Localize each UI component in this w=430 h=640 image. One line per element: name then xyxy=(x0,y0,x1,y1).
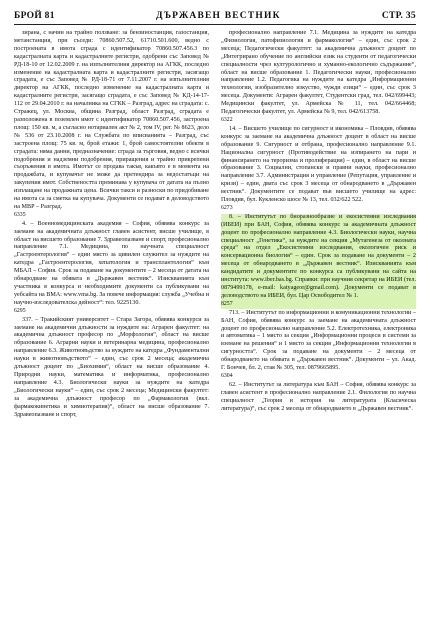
issue-number: БРОЙ 81 xyxy=(14,11,55,21)
notice-number: 6322 xyxy=(221,116,233,123)
gazette-title: ДЪРЖАВЕН ВЕСТНИК xyxy=(155,11,281,21)
right-column xyxy=(221,30,416,414)
notice-security-school: 14. – Висшето училище по сигурност и икономика – Пловдив, обявява конкурс за заемане на академична длъжност доцент в област на висше образование 9. Сигурност и отбрана, професионално направление 9.1. Национална сигурност (Противодействие на изпирането на пари и финансирането на тероризма и пролиферация) – един, в област на висше образование 3. Социални, стопански и правни науки, професионално направление 3.7. Администрация и управление (Репутация, управление и кризи) – един, двата със срок 3 месеца от обнародването в „Държавен вестник“. Документите се подават във висшето училище на адрес: Пловдив, бул. Кукленско шосе № 13, тел. 032/622 522. xyxy=(221,125,416,204)
notice-number: 6295 xyxy=(14,307,26,314)
notice-continuation: професионално направление 7.1. Медицина за нуждите на катедра „Физиология, патофизиология и фармакология“ – един, със срок 2 месеца; Педагогически факултет: за академична длъжност доцент по „Интегрирано обучение по английски език на студенти от педагогически специалности чрез културологично и хуманно-екологично съдържание“, област на висше образование 1. Педагогически науки, професионално направление 1.2. Педагогика на нуждите на катедра „Информационни технологии, изобразително изкуство, чужди езици“ – един, със срок 3 месеца. Документи: Аграрен факултет, Студентски град, тел. 042/699443; Медицински факултет, ул. Армейска № 11, тел. 042/664468; Педагогически факултет, ул. Армейска № 9, тел. 042/613758. xyxy=(221,30,416,116)
page-header xyxy=(14,9,416,23)
notice-number: 6335 xyxy=(14,211,26,218)
header-rule xyxy=(14,24,416,25)
notice-property-sale: зирана, с начин на трайно ползване: за бензиностанция, газостанция, метанстанция, при съседи: 70860.507.52, 61710.501.600, ведно с построената в имота сграда с идентификатор 70860.507.456.3 по кадастралната карта и кадастралните регистри, одобрени със Заповед № РД-18-10 от 12.02.2009 г. на изпълнителния директор на АГКК, последно изменение на кадастралната карта и кадастралните регистри, засягащо сградата, е със Заповед № РД-18-71 от 7.11.2007 г. на изпълнителния директор на АГКК, последно изменение на кадастралната карта и кадастралните регистри, засягащо сградата, е със Заповед № КД-14-17-112 от 29.04.2010 г. на началника на СГКК – Разград, адрес на сградата: с. Стражец, ул. Москва, община Разград, област Разград, сградата е разположена в поземлен имот с идентификатор 70860.507.456, застроена площ: 150 кв. м, а съгласно нотариален акт № 2, том IV, рег. № 8623, дело № 536 от 23.10.2008 г. на Службата по вписванията – Разград, със застроена площ: 75 кв. м, брой етажи: 1, брой самостоятелни обекти в сградата: няма данни, предназначение: сграда за търговия, ведно с всички подобрения и надземни подобрения, приращения и трайно прикрепени съоръжения в имота. Имотът се продава такъв, какъвто е в момента на продажбата, и купувачът не може да претендира за недостатъци на закупения имот. Собствеността преминава у купувача от датата на пълно изплащане на продажната цена. Всички такси и разноски по придобиване на имота са за сметка на купувача. Документи се подават в деловодството на МВР – Разград. xyxy=(14,30,209,210)
notice-number: 6304 xyxy=(221,372,233,379)
notice-number: 8257 xyxy=(221,301,416,309)
notice-trakia-university: 337. – Тракийският университет – Стара Загора, обявява конкурси за заемане на академични длъжности за нуждите на: Аграрен факултет: на академична длъжност професор по „Морфология“, област на висше образование 6. Аграрни науки и ветеринарна медицина, професионално направление 6.3. Животновъдство за нуждите на катедра „Фундаментални науки в животновъдството“ – един, със срок 2 месеца; академична длъжност доцент по „Биохимия“, област на висше образование 4. Природни науки, математика и информатика, професионално направление 4.3. Биологически науки за нуждите на катедра „Биологически науки“ – един, със срок 2 месеца; Медицински факултет: за академична длъжност професор по „Фармакология (вкл. фармакокинетика и химиотерапия)“, област на висше образование 7. Здравеопазване и спорт, xyxy=(14,316,209,418)
notice-number: 6273 xyxy=(221,204,233,211)
notice-iict: 713. – Институтът по информационни и комуникационни технологии – БАН, София, обявява конкурс за заемане на академичната длъжност доцент по професионално направление 5.2. Електротехника, електроника и автоматика – 1 място за секция „Информационни процеси и системи за вземане на решения“ и 1 място за секция „Информационни технологии в сигурността“. Срок за подаване на документи – 2 месеца от обнародването на обявата в „Държавен вестник“. Документи – ул. Акад. Г. Бончев, бл. 2, стая № 305, тел. 0879665895. xyxy=(221,309,416,372)
notice-ibei-highlighted: 8. – Институтът по биоразнообразие и екосистемни изследвания (ИБЕИ) при БАН, София, обявява конкурс за академичната длъжност доцент по професионално направление 4.3. Биологически науки, научна специалност „Генетика“, за нуждите на секция „Мутагенеза от околната среда“ на отдел „Екосистемни изследвания, екологичен риск и консервационна биология“ – един. Срок за подаване на документи – 2 месеца от обнародването в „Държавен вестник“. Изискванията към кандидатите и документите по конкурса са публикувани на сайта на института: www.iber.bas.bg. Справки: при научния секретар на ИБЕИ (тел. 0879499178, e-mail: katyageor@gmail.com). Документи се подават в деловодството на ИБЕИ, бул. Цар Освободител № 1. xyxy=(221,213,417,299)
notice-literature-institute: 62. – Институтът за литература към БАН – София, обявява конкурс за главен асистент в професионално направление 2.1. Филология по научна специалност „Теория и история на литературата (Класическа литература)“, със срок 2 месеца от обнародването в „Държавен вестник“. xyxy=(221,381,416,412)
left-column xyxy=(14,30,209,419)
notice-vma: 4. – Военномедицинската академия – София, обявява конкурс за заемане на академичната длъжност главен асистент, висше училище, в област на висшето образование 7. Здравеопазване и спорт, професионално направление 7.1. Медицина, по научната специалност „Гастроентерология“ – един място за цивилен служител за нуждите на катедра „Гастроентерология, хепатология и трансплантология“ към МБАЛ – София. Срок за подаване на документите – 2 месеца от датата на обнародване на обявата в „Държавен вестник“. Изискванията към участника в конкурса и необходимите документи са публикувани на уебсайта на ВМА: www.vma.bg. За повече информация: служба „Учебна и научно-изследователска дейност“: тел. 9225130. xyxy=(14,220,209,306)
page-number: СТР. 35 xyxy=(381,11,416,21)
